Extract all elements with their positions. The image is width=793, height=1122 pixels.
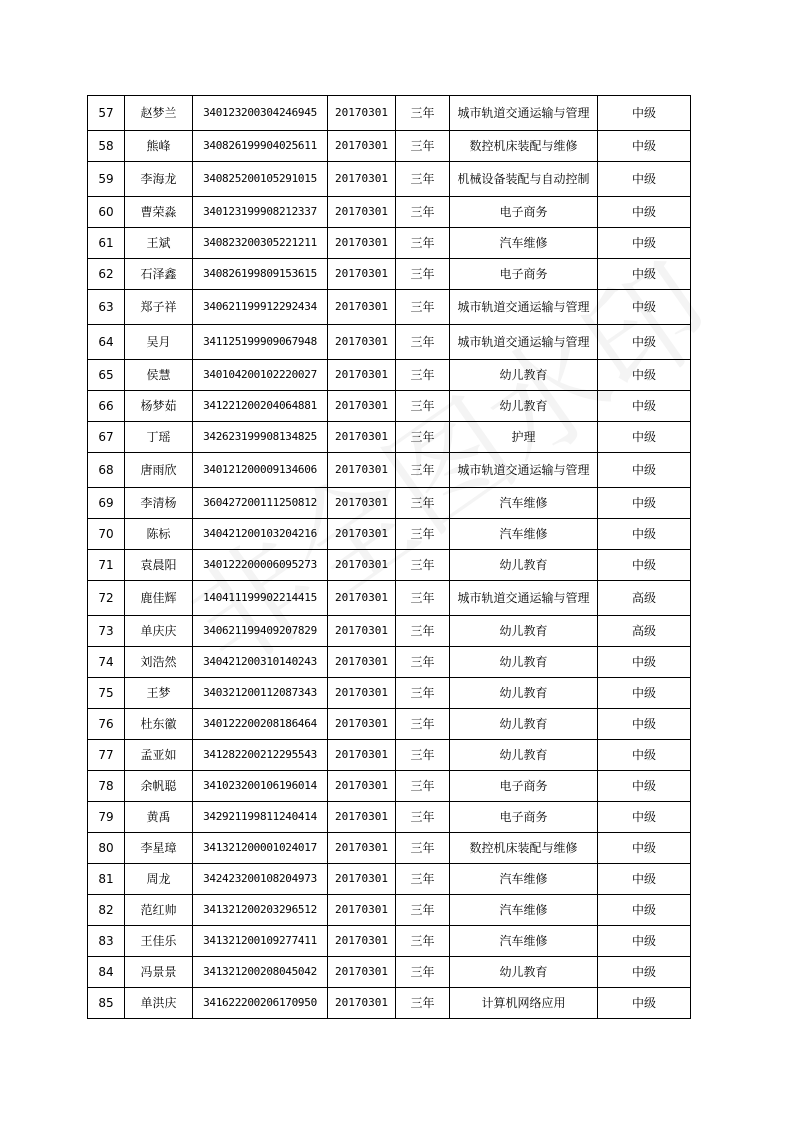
major-cell: 幼儿教育 — [450, 647, 598, 678]
table-row — [88, 550, 691, 581]
id-number-cell: 341023200106196014 — [193, 771, 328, 802]
level-cell: 中级 — [598, 453, 691, 488]
row-number-cell: 66 — [88, 391, 125, 422]
major-cell: 幼儿教育 — [450, 616, 598, 647]
row-number-cell: 71 — [88, 550, 125, 581]
student-name-cell: 侯慧 — [125, 360, 193, 391]
enroll-date-cell: 20170301 — [328, 802, 396, 833]
duration-cell: 三年 — [396, 926, 450, 957]
enroll-date-cell: 20170301 — [328, 988, 396, 1019]
id-number-cell: 340123199908212337 — [193, 197, 328, 228]
duration-cell: 三年 — [396, 709, 450, 740]
table-row — [88, 422, 691, 453]
duration-cell: 三年 — [396, 864, 450, 895]
student-name-cell: 郑子祥 — [125, 290, 193, 325]
enroll-date-cell: 20170301 — [328, 360, 396, 391]
row-number-cell: 60 — [88, 197, 125, 228]
level-cell: 中级 — [598, 740, 691, 771]
student-name-cell: 吴月 — [125, 325, 193, 360]
enroll-date-cell: 20170301 — [328, 453, 396, 488]
duration-cell: 三年 — [396, 647, 450, 678]
row-number-cell: 79 — [88, 802, 125, 833]
level-cell: 中级 — [598, 895, 691, 926]
student-name-cell: 周龙 — [125, 864, 193, 895]
enroll-date-cell: 20170301 — [328, 228, 396, 259]
level-cell: 中级 — [598, 833, 691, 864]
major-cell: 汽车维修 — [450, 864, 598, 895]
table-row — [88, 360, 691, 391]
level-cell: 中级 — [598, 228, 691, 259]
table-row — [88, 488, 691, 519]
major-cell: 幼儿教育 — [450, 740, 598, 771]
duration-cell: 三年 — [396, 360, 450, 391]
student-name-cell: 王梦 — [125, 678, 193, 709]
row-number-cell: 73 — [88, 616, 125, 647]
level-cell: 中级 — [598, 678, 691, 709]
row-number-cell: 59 — [88, 162, 125, 197]
id-number-cell: 340621199912292434 — [193, 290, 328, 325]
enroll-date-cell: 20170301 — [328, 895, 396, 926]
major-cell: 幼儿教育 — [450, 957, 598, 988]
major-cell: 机械设备装配与自动控制 — [450, 162, 598, 197]
major-cell: 城市轨道交通运输与管理 — [450, 581, 598, 616]
student-name-cell: 李星璋 — [125, 833, 193, 864]
id-number-cell: 341321200208045042 — [193, 957, 328, 988]
level-cell: 中级 — [598, 131, 691, 162]
major-cell: 计算机网络应用 — [450, 988, 598, 1019]
student-name-cell: 王斌 — [125, 228, 193, 259]
table-row — [88, 957, 691, 988]
id-number-cell: 340321200112087343 — [193, 678, 328, 709]
id-number-cell: 340421200103204216 — [193, 519, 328, 550]
id-number-cell: 341321200001024017 — [193, 833, 328, 864]
duration-cell: 三年 — [396, 228, 450, 259]
enroll-date-cell: 20170301 — [328, 197, 396, 228]
enroll-date-cell: 20170301 — [328, 131, 396, 162]
table-row — [88, 453, 691, 488]
enroll-date-cell: 20170301 — [328, 740, 396, 771]
row-number-cell: 85 — [88, 988, 125, 1019]
duration-cell: 三年 — [396, 488, 450, 519]
level-cell: 中级 — [598, 488, 691, 519]
student-name-cell: 袁晨阳 — [125, 550, 193, 581]
id-number-cell: 341221200204064881 — [193, 391, 328, 422]
major-cell: 幼儿教育 — [450, 391, 598, 422]
major-cell: 幼儿教育 — [450, 678, 598, 709]
enroll-date-cell: 20170301 — [328, 290, 396, 325]
table-row — [88, 926, 691, 957]
row-number-cell: 64 — [88, 325, 125, 360]
row-number-cell: 81 — [88, 864, 125, 895]
level-cell: 中级 — [598, 325, 691, 360]
enroll-date-cell: 20170301 — [328, 325, 396, 360]
row-number-cell: 58 — [88, 131, 125, 162]
student-name-cell: 丁瑶 — [125, 422, 193, 453]
level-cell: 中级 — [598, 988, 691, 1019]
row-number-cell: 68 — [88, 453, 125, 488]
table-row — [88, 988, 691, 1019]
row-number-cell: 67 — [88, 422, 125, 453]
student-name-cell: 杨梦茹 — [125, 391, 193, 422]
enroll-date-cell: 20170301 — [328, 422, 396, 453]
level-cell: 中级 — [598, 519, 691, 550]
id-number-cell: 342423200108204973 — [193, 864, 328, 895]
major-cell: 城市轨道交通运输与管理 — [450, 290, 598, 325]
major-cell: 电子商务 — [450, 197, 598, 228]
enroll-date-cell: 20170301 — [328, 678, 396, 709]
duration-cell: 三年 — [396, 290, 450, 325]
table-row — [88, 771, 691, 802]
student-name-cell: 鹿佳辉 — [125, 581, 193, 616]
id-number-cell: 340123200304246945 — [193, 96, 328, 131]
id-number-cell: 340826199904025611 — [193, 131, 328, 162]
row-number-cell: 78 — [88, 771, 125, 802]
table-row — [88, 96, 691, 131]
table-row — [88, 833, 691, 864]
enroll-date-cell: 20170301 — [328, 488, 396, 519]
duration-cell: 三年 — [396, 131, 450, 162]
duration-cell: 三年 — [396, 197, 450, 228]
duration-cell: 三年 — [396, 678, 450, 709]
table-row — [88, 802, 691, 833]
level-cell: 中级 — [598, 550, 691, 581]
level-cell: 中级 — [598, 290, 691, 325]
level-cell: 高级 — [598, 581, 691, 616]
level-cell: 中级 — [598, 864, 691, 895]
table-row — [88, 709, 691, 740]
row-number-cell: 61 — [88, 228, 125, 259]
id-number-cell: 340826199809153615 — [193, 259, 328, 290]
student-name-cell: 范红帅 — [125, 895, 193, 926]
duration-cell: 三年 — [396, 833, 450, 864]
row-number-cell: 75 — [88, 678, 125, 709]
duration-cell: 三年 — [396, 740, 450, 771]
enroll-date-cell: 20170301 — [328, 519, 396, 550]
table-row — [88, 647, 691, 678]
row-number-cell: 72 — [88, 581, 125, 616]
table-row — [88, 259, 691, 290]
duration-cell: 三年 — [396, 771, 450, 802]
level-cell: 中级 — [598, 771, 691, 802]
enroll-date-cell: 20170301 — [328, 926, 396, 957]
roster-table — [87, 95, 691, 1019]
table-row — [88, 581, 691, 616]
row-number-cell: 82 — [88, 895, 125, 926]
major-cell: 汽车维修 — [450, 926, 598, 957]
enroll-date-cell: 20170301 — [328, 391, 396, 422]
student-name-cell: 赵梦兰 — [125, 96, 193, 131]
student-name-cell: 李清杨 — [125, 488, 193, 519]
level-cell: 中级 — [598, 957, 691, 988]
id-number-cell: 340121200009134606 — [193, 453, 328, 488]
student-name-cell: 杜东徽 — [125, 709, 193, 740]
roster-table-container — [87, 95, 690, 1019]
table-row — [88, 519, 691, 550]
student-name-cell: 唐雨欣 — [125, 453, 193, 488]
major-cell: 护理 — [450, 422, 598, 453]
duration-cell: 三年 — [396, 957, 450, 988]
enroll-date-cell: 20170301 — [328, 96, 396, 131]
id-number-cell: 340825200105291015 — [193, 162, 328, 197]
level-cell: 中级 — [598, 422, 691, 453]
enroll-date-cell: 20170301 — [328, 259, 396, 290]
table-row — [88, 895, 691, 926]
level-cell: 中级 — [598, 360, 691, 391]
enroll-date-cell: 20170301 — [328, 616, 396, 647]
id-number-cell: 342623199908134825 — [193, 422, 328, 453]
student-name-cell: 熊峰 — [125, 131, 193, 162]
table-row — [88, 197, 691, 228]
enroll-date-cell: 20170301 — [328, 550, 396, 581]
enroll-date-cell: 20170301 — [328, 771, 396, 802]
enroll-date-cell: 20170301 — [328, 581, 396, 616]
id-number-cell: 360427200111250812 — [193, 488, 328, 519]
enroll-date-cell: 20170301 — [328, 957, 396, 988]
student-name-cell: 黄禹 — [125, 802, 193, 833]
level-cell: 中级 — [598, 391, 691, 422]
major-cell: 幼儿教育 — [450, 709, 598, 740]
enroll-date-cell: 20170301 — [328, 162, 396, 197]
row-number-cell: 65 — [88, 360, 125, 391]
roster-table-body — [88, 96, 691, 1019]
major-cell: 汽车维修 — [450, 519, 598, 550]
id-number-cell: 342921199811240414 — [193, 802, 328, 833]
enroll-date-cell: 20170301 — [328, 833, 396, 864]
level-cell: 中级 — [598, 926, 691, 957]
id-number-cell: 140411199902214415 — [193, 581, 328, 616]
row-number-cell: 57 — [88, 96, 125, 131]
row-number-cell: 80 — [88, 833, 125, 864]
duration-cell: 三年 — [396, 96, 450, 131]
level-cell: 中级 — [598, 802, 691, 833]
duration-cell: 三年 — [396, 519, 450, 550]
id-number-cell: 340122200006095273 — [193, 550, 328, 581]
id-number-cell: 341282200212295543 — [193, 740, 328, 771]
major-cell: 电子商务 — [450, 771, 598, 802]
row-number-cell: 62 — [88, 259, 125, 290]
row-number-cell: 69 — [88, 488, 125, 519]
level-cell: 中级 — [598, 647, 691, 678]
id-number-cell: 341321200109277411 — [193, 926, 328, 957]
enroll-date-cell: 20170301 — [328, 709, 396, 740]
student-name-cell: 陈标 — [125, 519, 193, 550]
row-number-cell: 76 — [88, 709, 125, 740]
table-row — [88, 616, 691, 647]
major-cell: 电子商务 — [450, 802, 598, 833]
level-cell: 高级 — [598, 616, 691, 647]
major-cell: 电子商务 — [450, 259, 598, 290]
student-name-cell: 王佳乐 — [125, 926, 193, 957]
duration-cell: 三年 — [396, 259, 450, 290]
row-number-cell: 74 — [88, 647, 125, 678]
duration-cell: 三年 — [396, 581, 450, 616]
major-cell: 城市轨道交通运输与管理 — [450, 325, 598, 360]
row-number-cell: 77 — [88, 740, 125, 771]
student-name-cell: 单洪庆 — [125, 988, 193, 1019]
student-name-cell: 石泽鑫 — [125, 259, 193, 290]
id-number-cell: 341125199909067948 — [193, 325, 328, 360]
duration-cell: 三年 — [396, 422, 450, 453]
table-row — [88, 162, 691, 197]
student-name-cell: 孟亚如 — [125, 740, 193, 771]
duration-cell: 三年 — [396, 550, 450, 581]
major-cell: 幼儿教育 — [450, 360, 598, 391]
student-name-cell: 冯景景 — [125, 957, 193, 988]
table-row — [88, 740, 691, 771]
id-number-cell: 340421200310140243 — [193, 647, 328, 678]
major-cell: 汽车维修 — [450, 228, 598, 259]
major-cell: 城市轨道交通运输与管理 — [450, 453, 598, 488]
enroll-date-cell: 20170301 — [328, 864, 396, 895]
duration-cell: 三年 — [396, 453, 450, 488]
table-row — [88, 131, 691, 162]
level-cell: 中级 — [598, 709, 691, 740]
enroll-date-cell: 20170301 — [328, 647, 396, 678]
id-number-cell: 340122200208186464 — [193, 709, 328, 740]
id-number-cell: 340104200102220027 — [193, 360, 328, 391]
row-number-cell: 83 — [88, 926, 125, 957]
student-name-cell: 曹荣淼 — [125, 197, 193, 228]
major-cell: 数控机床装配与维修 — [450, 833, 598, 864]
duration-cell: 三年 — [396, 895, 450, 926]
level-cell: 中级 — [598, 162, 691, 197]
student-name-cell: 刘浩然 — [125, 647, 193, 678]
id-number-cell: 341622200206170950 — [193, 988, 328, 1019]
student-name-cell: 单庆庆 — [125, 616, 193, 647]
table-row — [88, 391, 691, 422]
duration-cell: 三年 — [396, 391, 450, 422]
duration-cell: 三年 — [396, 802, 450, 833]
major-cell: 汽车维修 — [450, 895, 598, 926]
table-row — [88, 864, 691, 895]
duration-cell: 三年 — [396, 616, 450, 647]
id-number-cell: 340823200305221211 — [193, 228, 328, 259]
student-name-cell: 李海龙 — [125, 162, 193, 197]
row-number-cell: 84 — [88, 957, 125, 988]
student-name-cell: 余帆聪 — [125, 771, 193, 802]
row-number-cell: 70 — [88, 519, 125, 550]
duration-cell: 三年 — [396, 162, 450, 197]
level-cell: 中级 — [598, 96, 691, 131]
major-cell: 数控机床装配与维修 — [450, 131, 598, 162]
duration-cell: 三年 — [396, 325, 450, 360]
table-row — [88, 290, 691, 325]
major-cell: 城市轨道交通运输与管理 — [450, 96, 598, 131]
table-row — [88, 228, 691, 259]
table-row — [88, 678, 691, 709]
duration-cell: 三年 — [396, 988, 450, 1019]
id-number-cell: 340621199409207829 — [193, 616, 328, 647]
level-cell: 中级 — [598, 259, 691, 290]
id-number-cell: 341321200203296512 — [193, 895, 328, 926]
table-row — [88, 325, 691, 360]
major-cell: 汽车维修 — [450, 488, 598, 519]
major-cell: 幼儿教育 — [450, 550, 598, 581]
level-cell: 中级 — [598, 197, 691, 228]
row-number-cell: 63 — [88, 290, 125, 325]
